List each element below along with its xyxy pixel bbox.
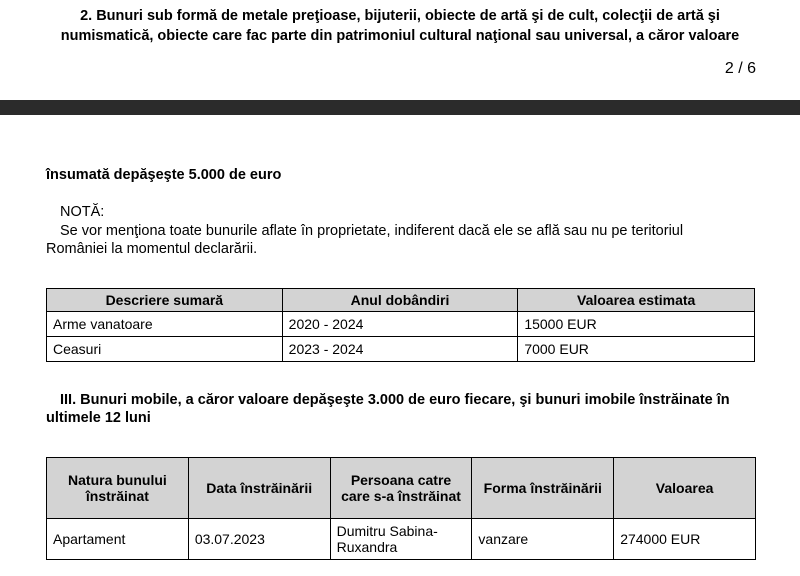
table-row (47, 519, 756, 560)
page-separator (0, 100, 800, 115)
column-header-value: Valoarea (614, 458, 756, 519)
column-header-estimated-value: Valoarea estimata (518, 289, 755, 312)
cell-alienation-form: vanzare (472, 519, 614, 560)
note-label: NOTĂ: (60, 204, 105, 220)
cell-recipient: Dumitru Sabina-Ruxandra (330, 519, 472, 560)
section-3-heading: III. Bunuri mobile, a căror valoare depăşeşte 3.000 de euro fiecare, şi bunuri imobile înstrăinate în ultimele 12 luni (46, 392, 730, 426)
table-row (47, 312, 755, 337)
column-header-year-acquired: Anul dobândiri (282, 289, 518, 312)
alienated-assets-table (46, 457, 756, 560)
table-header-row (47, 458, 756, 519)
cell-value: 274000 EUR (614, 519, 756, 560)
section-2-heading: 2. Bunuri sub formă de metale preţioase, bijuterii, obiecte de artă şi de cult, colecţii de artă şi numismatică, obiecte care fac parte din patrimoniul cultural naţional sau universal, a căror valoare (60, 8, 740, 44)
cell-asset-nature: Apartament (47, 519, 189, 560)
table-header-row (47, 289, 755, 312)
cell-year-acquired: 2023 - 2024 (282, 337, 518, 362)
column-header-alienation-form: Forma înstrăinării (472, 458, 614, 519)
cell-estimated-value: 15000 EUR (518, 312, 755, 337)
column-header-asset-nature: Natura bunului înstrăinat (47, 458, 189, 519)
cell-alienation-date: 03.07.2023 (188, 519, 330, 560)
valuables-table (46, 288, 755, 362)
section-2-heading-continuation: însumată depăşeşte 5.000 de euro (46, 167, 282, 183)
cell-year-acquired: 2020 - 2024 (282, 312, 518, 337)
column-header-description: Descriere sumară (47, 289, 283, 312)
page-number: 2 / 6 (724, 60, 756, 77)
cell-description: Arme vanatoare (47, 312, 283, 337)
note-text: Se vor menţiona toate bunurile aflate în proprietate, indiferent dacă ele se află sau nu pe teritoriul României la momentul declarării. (46, 223, 684, 257)
column-header-alienation-date: Data înstrăinării (188, 458, 330, 519)
cell-estimated-value: 7000 EUR (518, 337, 755, 362)
cell-description: Ceasuri (47, 337, 283, 362)
table-row (47, 337, 755, 362)
column-header-recipient: Persoana catre care s-a înstrăinat (330, 458, 472, 519)
